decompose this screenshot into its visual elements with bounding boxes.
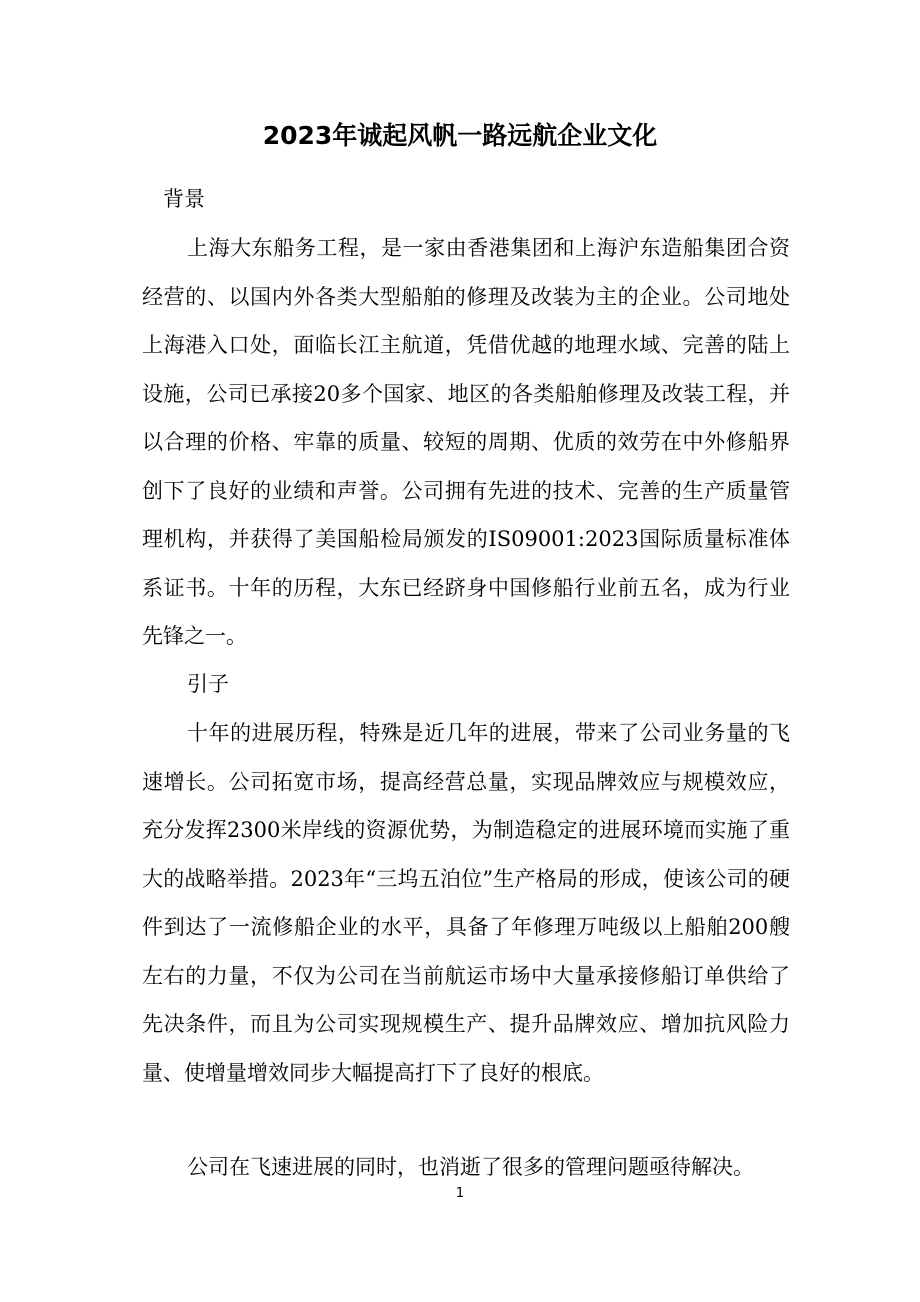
document-title: 2023年诚起风帆一路远航企业文化 (262, 121, 658, 150)
intro-heading: 引子 (187, 672, 229, 696)
background-paragraph: 上海大东船务工程，是一家由香港集团和上海沪东造船集团合资经营的、以国内外各类大型船舶的修理及改装为主的企业。公司地处上海港入口处，面临长江主航道，凭借优越的地理水域、完善的陆上设施，公司已承接20多个国家、地区的各类船舶修理及改装工程，并以合理的价格、牢靠的质量、较短的周期、优质的效劳在中外修船界创下了良好的业绩和声誉。公司拥有先进的技术、完善的生产质量管理机构，并获得了美国船检局颁发的IS09001:2023国际质量标准体系证书。十年的历程，大东已经跻身中国修船行业前五名，成为行业先锋之一。 (142, 236, 790, 648)
page-number: 1 (455, 1186, 465, 1201)
background-heading: 背景 (163, 187, 205, 211)
last-paragraph: 公司在飞速进展的同时，也消逝了很多的管理问题亟待解决。 (187, 1155, 754, 1179)
intro-paragraph: 十年的进展历程，特殊是近几年的进展，带来了公司业务量的飞速增长。公司拓宽市场，提高经营总量，实现品牌效应与规模效应，充分发挥2300米岸线的资源优势，为制造稳定的进展环境而实施了重大的战略举措。2023年“三坞五泊位”生产格局的形成，使该公司的硬件到达了一流修船企业的水平，具备了年修理万吨级以上船舶200艘左右的力量，不仅为公司在当前航运市场中大量承接修船订单供给了先决条件，而且为公司实现规模生产、提升品牌效应、增加抗风险力量、使增量增效同步大幅提高打下了良好的根底。 (142, 721, 790, 1085)
